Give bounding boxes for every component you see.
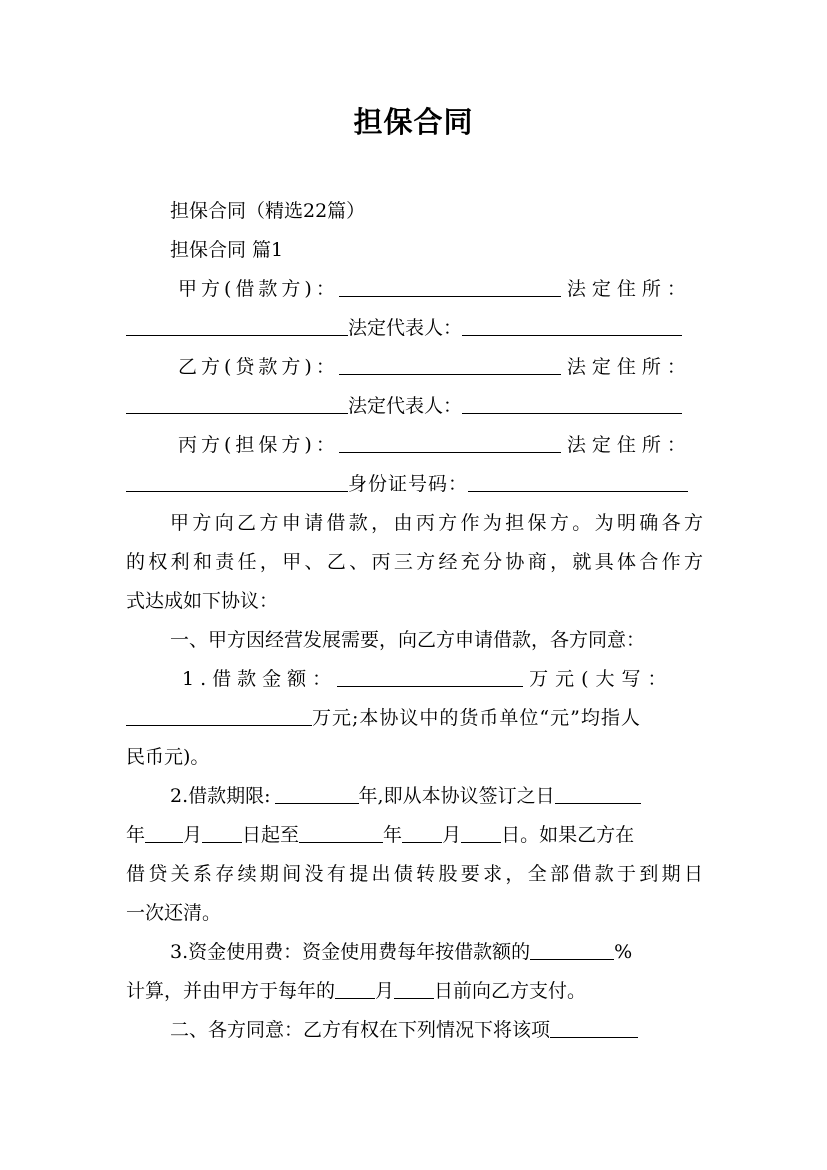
item-2-end: 日。如果乙方在: [501, 824, 635, 846]
party-c-address-field[interactable]: [126, 472, 348, 492]
item-1-continued: 万元;本协议中的货币单位“元”均指人: [312, 707, 641, 729]
item-3-percent: %: [614, 941, 633, 963]
party-b-name-field[interactable]: [339, 355, 561, 375]
loan-amount-field[interactable]: [337, 667, 523, 687]
clause-2-text: 二、各方同意：乙方有权在下列情况下将该项: [170, 1019, 551, 1041]
party-b-rep-field[interactable]: [462, 394, 682, 414]
party-c-row-2: [126, 471, 703, 497]
end-month-field[interactable]: [402, 823, 442, 843]
item-1-row: [182, 666, 703, 692]
item-1-label: 1.借款金额：: [182, 668, 338, 690]
item-2-month-unit-2: 月: [442, 824, 462, 846]
party-c-id-field[interactable]: [468, 472, 688, 492]
document-title: 担保合同: [353, 105, 474, 139]
document-subtitle: 担保合同（精选22篇）: [170, 200, 366, 222]
loan-amount-words-field[interactable]: [126, 706, 312, 726]
party-c-address-label: 法定住所：: [566, 434, 692, 456]
item-2-day-from: 日起至: [242, 824, 300, 846]
intro-line-1: 甲方向乙方申请借款，由丙方作为担保方。为明确各方: [170, 512, 703, 534]
party-a-row: [178, 276, 703, 302]
item-3-text: 3.资金使用费：资金使用费每年按借款额的: [170, 941, 531, 963]
item-2-year-unit-2: 年: [383, 824, 403, 846]
party-a-rep-label: 法定代表人：: [348, 317, 463, 339]
party-b-row: [178, 354, 703, 380]
item-2-line-4: 一次还清。: [126, 902, 222, 924]
item-2-year-text: 年,即从本协议签订之日: [358, 785, 555, 807]
clause-1-heading: 一、甲方因经营发展需要，向乙方申请借款，各方同意：: [170, 629, 646, 651]
item-3-month: 月: [375, 980, 395, 1002]
loan-term-field[interactable]: [275, 784, 359, 804]
sign-day-field[interactable]: [202, 823, 242, 843]
item-1-row-2: [126, 705, 703, 731]
party-b-row-2: [126, 393, 703, 419]
party-a-label: 甲方(借款方)：: [178, 278, 339, 300]
party-b-label: 乙方(贷款方)：: [178, 356, 339, 378]
end-year-field[interactable]: [299, 823, 383, 843]
item-2-line-3: 借贷关系存续期间没有提出债转股要求，全部借款于到期日: [126, 863, 703, 885]
item-3-row-2: [126, 978, 703, 1004]
item-2-year-unit: 年: [126, 824, 146, 846]
intro-line-2: 的权利和责任，甲、乙、丙三方经充分协商，就具体合作方: [126, 551, 703, 573]
sign-month-field[interactable]: [145, 823, 183, 843]
sign-year-field[interactable]: [555, 784, 641, 804]
party-c-id-label: 身份证号码：: [348, 473, 469, 495]
party-a-address-label: 法定住所：: [566, 278, 692, 300]
party-b-address-label: 法定住所：: [566, 356, 692, 378]
clause-2-field[interactable]: [550, 1018, 638, 1038]
party-b-rep-label: 法定代表人：: [348, 395, 463, 417]
party-a-address-field[interactable]: [126, 316, 348, 336]
item-2-row: [170, 783, 703, 809]
clause-2-row: [170, 1017, 703, 1043]
item-3-text-2: 计算，并由甲方于每年的: [126, 980, 336, 1002]
party-c-row: [178, 432, 703, 458]
party-a-name-field[interactable]: [339, 277, 561, 297]
item-2-label: 2.借款期限:: [170, 785, 271, 807]
item-2-month-unit: 月: [183, 824, 203, 846]
item-1-end: 民币元)。: [126, 746, 210, 768]
item-1-unit: 万元(大写：: [529, 668, 674, 690]
end-day-field[interactable]: [461, 823, 501, 843]
section-heading: 担保合同 篇1: [170, 239, 284, 261]
item-3-end: 日前向乙方支付。: [434, 980, 587, 1002]
party-b-address-field[interactable]: [126, 394, 348, 414]
intro-line-3: 式达成如下协议：: [126, 590, 279, 612]
pay-month-field[interactable]: [335, 979, 375, 999]
party-a-row-2: [126, 315, 703, 341]
party-c-name-field[interactable]: [339, 433, 561, 453]
item-2-row-2: [126, 822, 703, 848]
pay-day-field[interactable]: [394, 979, 434, 999]
party-a-rep-field[interactable]: [462, 316, 682, 336]
item-3-row: [170, 939, 703, 965]
fee-rate-field[interactable]: [530, 940, 614, 960]
party-c-label: 丙方(担保方)：: [178, 434, 339, 456]
